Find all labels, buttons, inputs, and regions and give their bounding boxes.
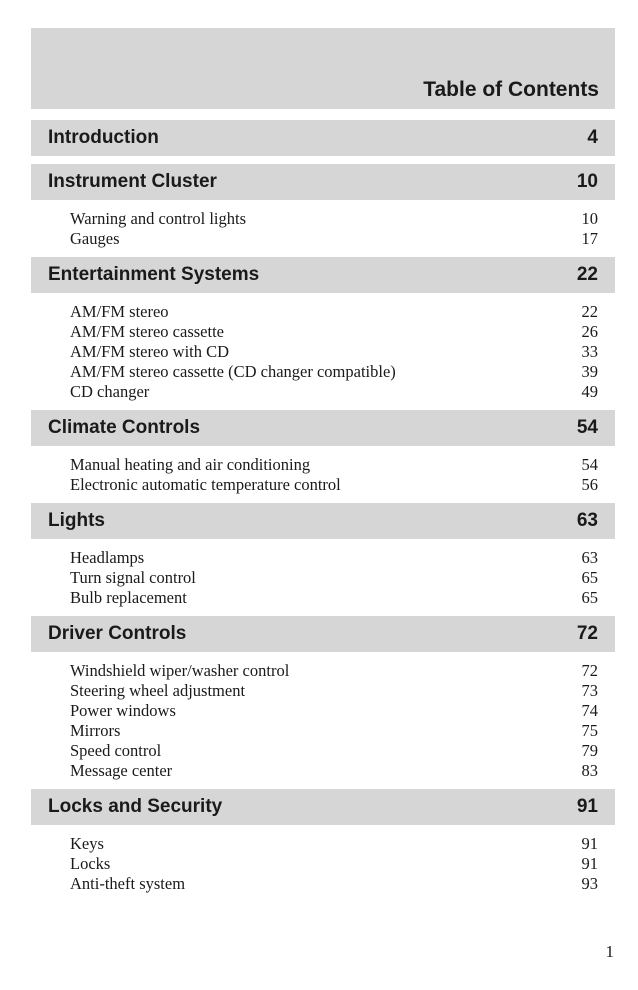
section-title: Entertainment Systems bbox=[48, 264, 260, 285]
section-heading[interactable] bbox=[31, 616, 615, 652]
entry-page-number: 83 bbox=[581, 761, 598, 780]
entry-page-number: 10 bbox=[581, 209, 598, 228]
section-title: Driver Controls bbox=[48, 623, 187, 644]
section-page-number: 63 bbox=[576, 510, 598, 531]
entry-label: Locks bbox=[70, 854, 111, 873]
toc-section bbox=[31, 789, 615, 894]
section-title: Locks and Security bbox=[48, 796, 223, 817]
section-page-number: 91 bbox=[576, 796, 598, 817]
toc-entry[interactable] bbox=[70, 342, 598, 362]
section-heading[interactable] bbox=[31, 410, 615, 446]
toc-entry[interactable] bbox=[70, 209, 598, 229]
entry-page-number: 22 bbox=[581, 302, 598, 321]
entry-label: CD changer bbox=[70, 382, 150, 401]
entry-label: Gauges bbox=[70, 229, 120, 248]
toc-entry[interactable] bbox=[70, 834, 598, 854]
entry-page-number: 73 bbox=[581, 681, 598, 700]
toc-entry[interactable] bbox=[70, 874, 598, 894]
toc-entry[interactable] bbox=[70, 475, 598, 495]
entry-page-number: 91 bbox=[581, 854, 598, 873]
toc-entry[interactable] bbox=[70, 322, 598, 342]
entry-label: Keys bbox=[70, 834, 104, 853]
section-heading[interactable] bbox=[31, 789, 615, 825]
entry-page-number: 63 bbox=[581, 548, 598, 567]
entry-label: Bulb replacement bbox=[70, 588, 187, 607]
entry-label: Turn signal control bbox=[70, 568, 196, 587]
toc-entry[interactable] bbox=[70, 548, 598, 568]
section-heading[interactable] bbox=[31, 164, 615, 200]
section-heading[interactable] bbox=[31, 120, 615, 156]
entry-label: AM/FM stereo bbox=[70, 302, 169, 321]
section-entries bbox=[31, 446, 615, 495]
entry-label: Mirrors bbox=[70, 721, 121, 740]
toc-entry[interactable] bbox=[70, 588, 598, 608]
entry-label: Speed control bbox=[70, 741, 162, 760]
entry-page-number: 91 bbox=[581, 834, 598, 853]
entry-page-number: 93 bbox=[581, 874, 598, 893]
toc-entry[interactable] bbox=[70, 362, 598, 382]
toc-entry[interactable] bbox=[70, 229, 598, 249]
toc-entry[interactable] bbox=[70, 568, 598, 588]
section-heading[interactable] bbox=[31, 503, 615, 539]
toc-section bbox=[31, 410, 615, 495]
section-title: Instrument Cluster bbox=[48, 171, 217, 192]
toc-entry[interactable] bbox=[70, 721, 598, 741]
entry-label: Power windows bbox=[70, 701, 176, 720]
section-entries bbox=[31, 200, 615, 249]
toc-entry[interactable] bbox=[70, 701, 598, 721]
entry-label: Electronic automatic temperature control bbox=[70, 475, 341, 494]
entry-page-number: 49 bbox=[581, 382, 598, 401]
entry-label: Warning and control lights bbox=[70, 209, 247, 228]
entry-page-number: 33 bbox=[581, 342, 598, 361]
section-title: Introduction bbox=[48, 127, 159, 148]
header-band bbox=[31, 28, 615, 109]
section-entries bbox=[31, 293, 615, 402]
section-entries bbox=[31, 825, 615, 894]
section-page-number: 54 bbox=[576, 417, 598, 438]
entry-label: Anti-theft system bbox=[70, 874, 186, 893]
toc-section bbox=[31, 120, 615, 156]
entry-page-number: 17 bbox=[581, 229, 598, 248]
toc-entry[interactable] bbox=[70, 854, 598, 874]
entry-label: Manual heating and air conditioning bbox=[70, 455, 311, 474]
entry-label: AM/FM stereo cassette (CD changer compatible) bbox=[70, 362, 396, 381]
entry-page-number: 26 bbox=[581, 322, 598, 341]
section-page-number: 10 bbox=[576, 171, 598, 192]
entry-page-number: 39 bbox=[581, 362, 598, 381]
section-page-number: 72 bbox=[576, 623, 598, 644]
entry-page-number: 72 bbox=[581, 661, 598, 680]
entry-label: Headlamps bbox=[70, 548, 145, 567]
entry-page-number: 54 bbox=[581, 455, 598, 474]
entry-label: AM/FM stereo cassette bbox=[70, 322, 224, 341]
toc-entry[interactable] bbox=[70, 661, 598, 681]
section-title: Lights bbox=[48, 510, 105, 531]
section-title: Climate Controls bbox=[48, 417, 201, 438]
section-heading[interactable] bbox=[31, 257, 615, 293]
section-entries bbox=[31, 539, 615, 608]
section-entries bbox=[31, 652, 615, 781]
toc-section bbox=[31, 257, 615, 402]
entry-page-number: 65 bbox=[581, 588, 598, 607]
entry-label: Message center bbox=[70, 761, 173, 780]
section-page-number: 22 bbox=[576, 264, 598, 285]
toc-entry[interactable] bbox=[70, 761, 598, 781]
toc-entry[interactable] bbox=[70, 302, 598, 322]
entry-page-number: 74 bbox=[581, 701, 598, 720]
entry-label: Steering wheel adjustment bbox=[70, 681, 246, 700]
page-number: 1 bbox=[605, 942, 614, 961]
entry-page-number: 56 bbox=[581, 475, 598, 494]
toc-entry[interactable] bbox=[70, 455, 598, 475]
toc-section bbox=[31, 616, 615, 781]
toc-section bbox=[31, 164, 615, 249]
entry-page-number: 75 bbox=[581, 721, 598, 740]
toc-section bbox=[31, 503, 615, 608]
entry-label: AM/FM stereo with CD bbox=[70, 342, 230, 361]
toc-entry[interactable] bbox=[70, 382, 598, 402]
entry-page-number: 79 bbox=[581, 741, 598, 760]
toc-entry[interactable] bbox=[70, 681, 598, 701]
section-page-number: 4 bbox=[587, 127, 598, 148]
page-title: Table of Contents bbox=[423, 78, 599, 101]
entry-label: Windshield wiper/washer control bbox=[70, 661, 290, 680]
table-of-contents bbox=[31, 120, 615, 902]
toc-entry[interactable] bbox=[70, 741, 598, 761]
entry-page-number: 65 bbox=[581, 568, 598, 587]
